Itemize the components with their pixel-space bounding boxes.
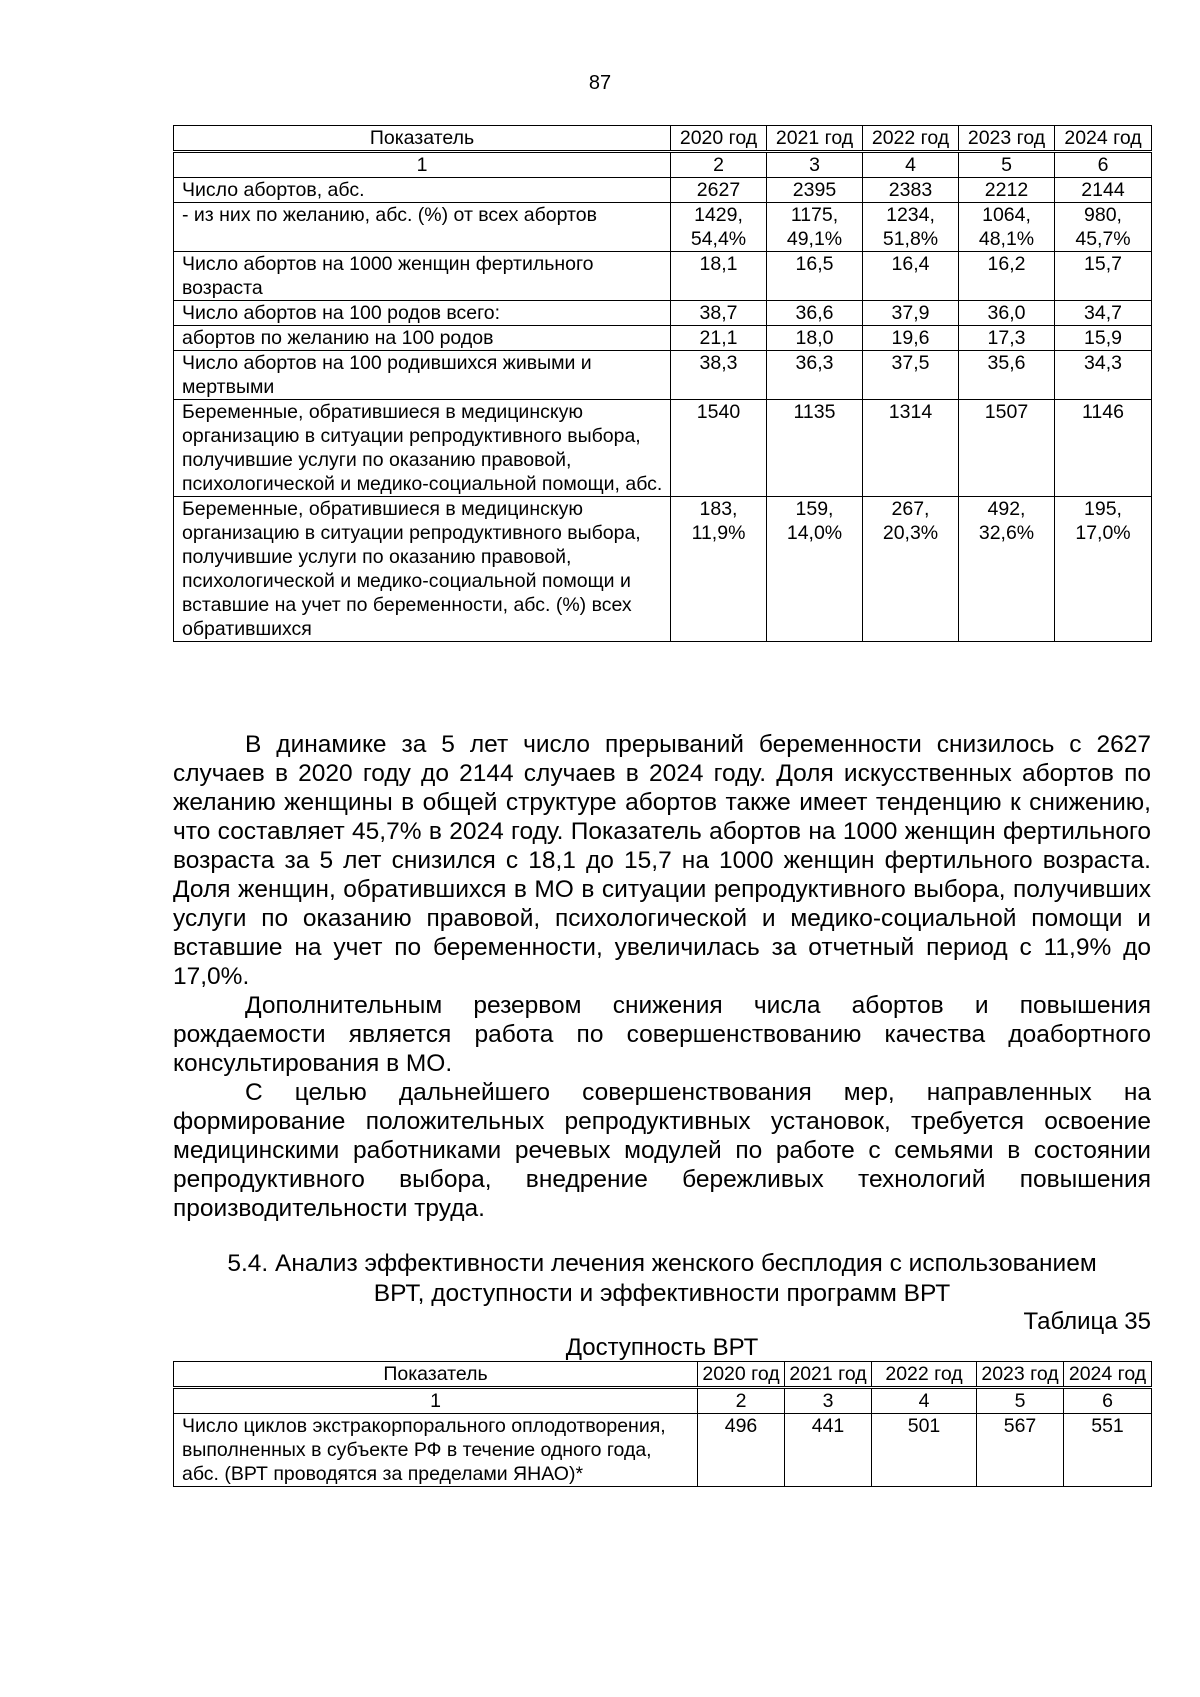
cell-value: 36,6 xyxy=(767,301,863,326)
cell-value: 1540 xyxy=(671,400,767,497)
abortion-statistics-table xyxy=(173,125,1152,642)
cell-value: 18,1 xyxy=(671,252,767,301)
column-number: 2 xyxy=(671,152,767,178)
cell-value: 1234, 51,8% xyxy=(863,203,959,252)
column-header: 2021 год xyxy=(767,126,863,152)
cell-value: 980, 45,7% xyxy=(1055,203,1152,252)
cell-value: 1175, 49,1% xyxy=(767,203,863,252)
paragraph: Дополнительным резервом снижения числа абортов и повышения рождаемости является работа по совершенствованию качества доабортного консультирования в МО. xyxy=(173,992,1151,1077)
cell-value: 159, 14,0% xyxy=(767,497,863,642)
cell-value: 567 xyxy=(977,1414,1064,1487)
column-header: 2023 год xyxy=(959,126,1055,152)
cell-value: 2395 xyxy=(767,178,863,203)
table-caption: Доступность ВРТ xyxy=(565,1334,759,1361)
column-number-row xyxy=(174,1388,1152,1414)
cell-value: 267, 20,3% xyxy=(863,497,959,642)
column-number: 4 xyxy=(863,152,959,178)
cell-value: 15,9 xyxy=(1055,326,1152,351)
row-label: Число циклов экстракорпорального оплодотворения, выполненных в субъекте РФ в течение одного года, абс. (ВРТ проводятся за пределами ЯНАО)* xyxy=(174,1414,698,1487)
cell-value: 1135 xyxy=(767,400,863,497)
cell-value: 2212 xyxy=(959,178,1055,203)
cell-value: 1314 xyxy=(863,400,959,497)
column-number: 5 xyxy=(959,152,1055,178)
column-number: 2 xyxy=(698,1388,785,1414)
cell-value: 551 xyxy=(1064,1414,1152,1487)
table-row xyxy=(174,497,1152,642)
column-header: Показатель xyxy=(174,1362,698,1388)
cell-value: 2144 xyxy=(1055,178,1152,203)
cell-value: 2627 xyxy=(671,178,767,203)
cell-value: 492, 32,6% xyxy=(959,497,1055,642)
body-text xyxy=(173,730,1151,1223)
cell-value: 38,7 xyxy=(671,301,767,326)
row-label: Число абортов на 100 родившихся живыми и мертвыми xyxy=(174,351,671,400)
cell-value: 36,0 xyxy=(959,301,1055,326)
cell-value: 37,5 xyxy=(863,351,959,400)
section-heading-line: 5.4. Анализ эффективности лечения женского бесплодия с использованием xyxy=(227,1250,1097,1277)
column-header: 2024 год xyxy=(1055,126,1152,152)
table-row xyxy=(174,178,1152,203)
row-label: Беременные, обратившиеся в медицинскую организацию в ситуации репродуктивного выбора, получившие услуги по оказанию правовой, психологической и медико-социальной помощи и вставшие на учет по беременности, абс. (%) всех обратившихся xyxy=(174,497,671,642)
cell-value: 19,6 xyxy=(863,326,959,351)
art-availability-table xyxy=(173,1361,1152,1487)
column-number: 3 xyxy=(785,1388,872,1414)
column-number: 1 xyxy=(174,1388,698,1414)
cell-value: 37,9 xyxy=(863,301,959,326)
table-header-row xyxy=(174,1362,1152,1388)
cell-value: 15,7 xyxy=(1055,252,1152,301)
column-number: 4 xyxy=(872,1388,977,1414)
table-row xyxy=(174,400,1152,497)
table-row xyxy=(174,351,1152,400)
table-row xyxy=(174,301,1152,326)
paragraph: В динамике за 5 лет число прерываний беременности снизилось с 2627 случаев в 2020 году до 2144 случаев в 2024 году. Доля искусственных абортов по желанию женщины в общей структуре абортов также имеет тенденцию к снижению, что составляет 45,7% в 2024 году. Показатель абортов на 1000 женщин фертильного возраста за 5 лет снизился с 18,1 до 15,7 на 1000 женщин фертильного возраста. Доля женщин, обратившихся в МО в ситуации репродуктивного выбора, получивших услуги по оказанию правовой, психологической и медико-социальной помощи и вставшие на учет по беременности, увеличилась за отчетный период с 11,9% до 17,0%. xyxy=(173,731,1151,990)
cell-value: 18,0 xyxy=(767,326,863,351)
row-label: Число абортов, абс. xyxy=(174,178,671,203)
section-heading-line: ВРТ, доступности и эффективности программ ВРТ xyxy=(373,1280,951,1307)
cell-value: 183, 11,9% xyxy=(671,497,767,642)
column-header: 2022 год xyxy=(872,1362,977,1388)
cell-value: 501 xyxy=(872,1414,977,1487)
cell-value: 36,3 xyxy=(767,351,863,400)
table-row xyxy=(174,326,1152,351)
table-number-label: Таблица 35 xyxy=(1023,1308,1151,1335)
cell-value: 17,3 xyxy=(959,326,1055,351)
row-label: - из них по желанию, абс. (%) от всех абортов xyxy=(174,203,671,252)
column-number: 5 xyxy=(977,1388,1064,1414)
column-header: 2023 год xyxy=(977,1362,1064,1388)
column-header: 2020 год xyxy=(698,1362,785,1388)
table-row xyxy=(174,1414,1152,1487)
cell-value: 21,1 xyxy=(671,326,767,351)
paragraph: С целью дальнейшего совершенствования мер, направленных на формирование положительных репродуктивных установок, требуется освоение медицинскими работниками речевых модулей по работе с семьями в состоянии репродуктивного выбора, внедрение бережливых технологий повышения производительности труда. xyxy=(173,1079,1151,1222)
cell-value: 2383 xyxy=(863,178,959,203)
column-number: 6 xyxy=(1064,1388,1152,1414)
cell-value: 35,6 xyxy=(959,351,1055,400)
cell-value: 1507 xyxy=(959,400,1055,497)
row-label: Число абортов на 100 родов всего: xyxy=(174,301,671,326)
cell-value: 441 xyxy=(785,1414,872,1487)
page-number: 87 xyxy=(588,72,612,94)
table-header-row xyxy=(174,126,1152,152)
cell-value: 38,3 xyxy=(671,351,767,400)
column-header: 2024 год xyxy=(1064,1362,1152,1388)
column-number: 6 xyxy=(1055,152,1152,178)
column-number: 1 xyxy=(174,152,671,178)
row-label: Число абортов на 1000 женщин фертильного возраста xyxy=(174,252,671,301)
column-header: 2022 год xyxy=(863,126,959,152)
cell-value: 195, 17,0% xyxy=(1055,497,1152,642)
column-number: 3 xyxy=(767,152,863,178)
table-row xyxy=(174,252,1152,301)
section-heading xyxy=(173,1249,1151,1309)
row-label: абортов по желанию на 100 родов xyxy=(174,326,671,351)
cell-value: 1064, 48,1% xyxy=(959,203,1055,252)
cell-value: 34,7 xyxy=(1055,301,1152,326)
cell-value: 1146 xyxy=(1055,400,1152,497)
column-header: 2020 год xyxy=(671,126,767,152)
table-row xyxy=(174,203,1152,252)
cell-value: 34,3 xyxy=(1055,351,1152,400)
cell-value: 16,2 xyxy=(959,252,1055,301)
column-header: Показатель xyxy=(174,126,671,152)
column-number-row xyxy=(174,152,1152,178)
row-label: Беременные, обратившиеся в медицинскую организацию в ситуации репродуктивного выбора, получившие услуги по оказанию правовой, психологической и медико-социальной помощи, абс. xyxy=(174,400,671,497)
cell-value: 496 xyxy=(698,1414,785,1487)
cell-value: 16,4 xyxy=(863,252,959,301)
cell-value: 1429, 54,4% xyxy=(671,203,767,252)
column-header: 2021 год xyxy=(785,1362,872,1388)
cell-value: 16,5 xyxy=(767,252,863,301)
